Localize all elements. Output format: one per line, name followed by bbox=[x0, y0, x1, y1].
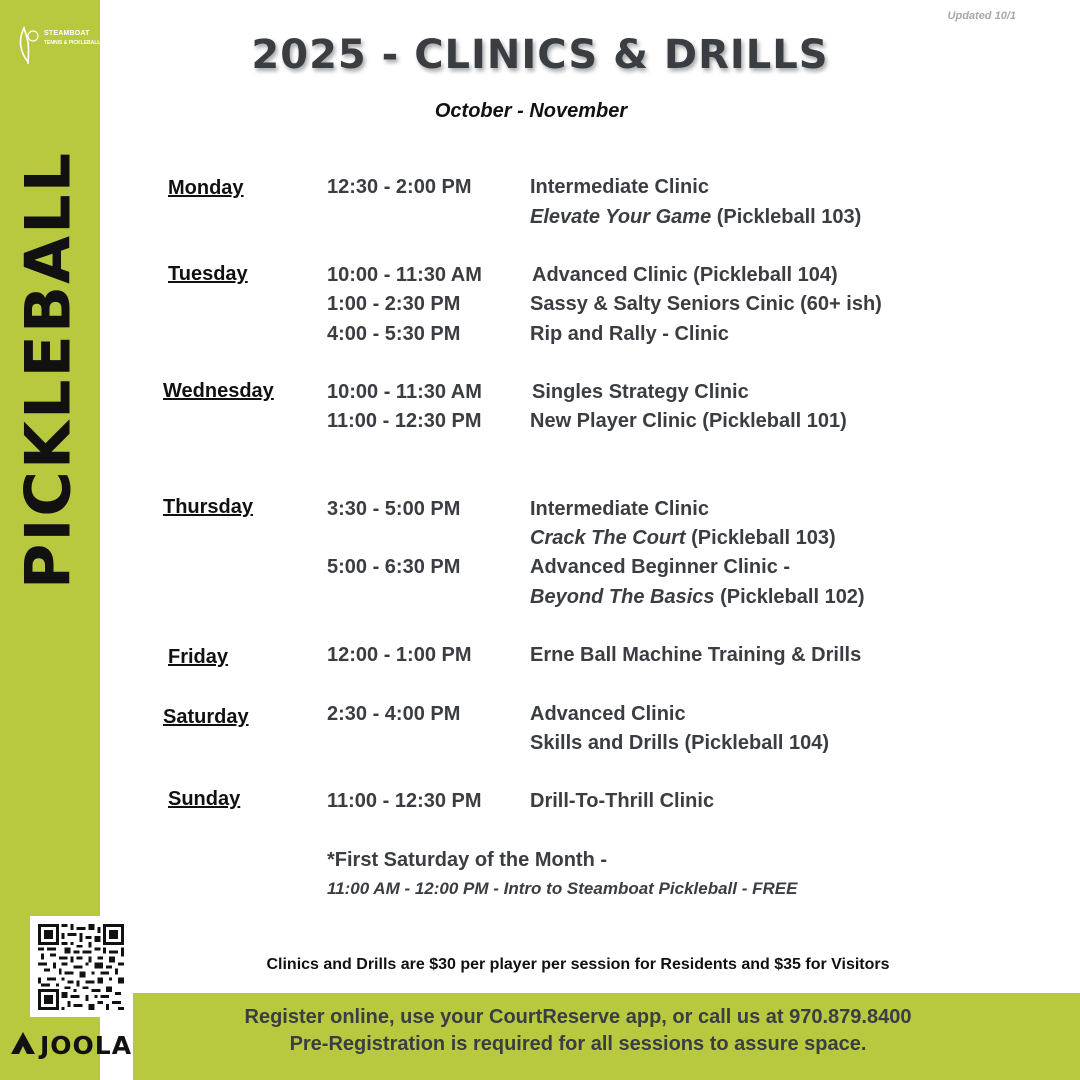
monday-session-detail bbox=[530, 206, 861, 229]
tuesday-time-1: 10:00 - 11:30 AM bbox=[327, 264, 482, 286]
register-info: Register online, use your CourtReserve app, or call us at 970.879.8400 bbox=[244, 1006, 912, 1028]
first-saturday-note: *First Saturday of the Month - bbox=[327, 849, 607, 871]
qr-code-icon bbox=[38, 924, 124, 1010]
thursday-session-2-name: Beyond The Basics bbox=[530, 586, 715, 608]
page-title: 2025 - CLINICS & DRILLS bbox=[251, 32, 829, 78]
updated-date: Updated 10/1 bbox=[947, 10, 1016, 22]
saturday-session: Advanced Clinic bbox=[530, 703, 686, 725]
day-sunday: Sunday bbox=[168, 788, 241, 810]
wednesday-time-2: 11:00 - 12:30 PM bbox=[327, 410, 482, 432]
monday-session-level: (Pickleball 103) bbox=[711, 206, 862, 228]
day-thursday: Thursday bbox=[163, 496, 254, 518]
thursday-session-1: Intermediate Clinic bbox=[530, 498, 709, 520]
monday-session-name: Elevate Your Game bbox=[530, 206, 712, 228]
joola-logo: JOOLA bbox=[40, 1031, 133, 1060]
sunday-session: Drill-To-Thrill Clinic bbox=[530, 790, 715, 812]
thursday-session-2: Advanced Beginner Clinic - bbox=[530, 556, 791, 578]
preregistration-note: Pre-Registration is required for all sessions to assure space. bbox=[289, 1033, 867, 1055]
wednesday-session-1: Singles Strategy Clinic bbox=[532, 381, 749, 403]
day-tuesday: Tuesday bbox=[168, 263, 248, 285]
day-friday: Friday bbox=[168, 646, 229, 668]
day-wednesday: Wednesday bbox=[163, 380, 274, 402]
page-subtitle: October - November bbox=[434, 100, 628, 122]
thursday-session-1-name: Crack The Court bbox=[530, 527, 686, 549]
tuesday-time-2: 1:00 - 2:30 PM bbox=[327, 293, 461, 315]
sunday-time: 11:00 - 12:30 PM bbox=[327, 790, 482, 812]
thursday-time-1: 3:30 - 5:00 PM bbox=[327, 498, 461, 520]
first-saturday-detail: 11:00 AM - 12:00 PM - Intro to Steamboat Pickleball - FREE bbox=[327, 879, 798, 898]
tuesday-session-3: Rip and Rally - Clinic bbox=[530, 323, 729, 345]
wednesday-session-2: New Player Clinic (Pickleball 101) bbox=[530, 410, 847, 432]
thursday-session-1-level: (Pickleball 103) bbox=[685, 527, 836, 549]
day-monday: Monday bbox=[168, 177, 244, 199]
vertical-title: PICKLEBALL bbox=[11, 150, 85, 590]
tuesday-time-3: 4:00 - 5:30 PM bbox=[327, 323, 461, 345]
tuesday-session-1: Advanced Clinic (Pickleball 104) bbox=[532, 264, 838, 286]
thursday-time-2: 5:00 - 6:30 PM bbox=[327, 556, 461, 578]
thursday-session-2-detail bbox=[530, 586, 865, 609]
saturday-time: 2:30 - 4:00 PM bbox=[327, 703, 461, 725]
friday-session: Erne Ball Machine Training & Drills bbox=[530, 644, 862, 666]
logo-name: STEAMBOAT bbox=[44, 30, 90, 37]
friday-time: 12:00 - 1:00 PM bbox=[327, 644, 472, 666]
wednesday-time-1: 10:00 - 11:30 AM bbox=[327, 381, 482, 403]
qr-code[interactable] bbox=[30, 916, 133, 1017]
day-saturday: Saturday bbox=[163, 706, 249, 728]
pricing-text: Clinics and Drills are $30 per player per session for Residents and $35 for Visitors bbox=[266, 956, 890, 973]
tuesday-session-2: Sassy & Salty Seniors Cinic (60+ ish) bbox=[530, 293, 882, 315]
monday-session: Intermediate Clinic bbox=[530, 176, 709, 198]
saturday-session-detail: Skills and Drills (Pickleball 104) bbox=[530, 732, 830, 754]
thursday-session-2-level: (Pickleball 102) bbox=[714, 586, 865, 608]
footer-band bbox=[133, 993, 1080, 1080]
monday-time: 12:30 - 2:00 PM bbox=[327, 176, 472, 198]
joola-triangle-icon bbox=[10, 1030, 36, 1056]
logo-tagline: TENNIS & PICKLEBALL bbox=[44, 40, 101, 46]
thursday-session-1-detail bbox=[530, 527, 836, 550]
